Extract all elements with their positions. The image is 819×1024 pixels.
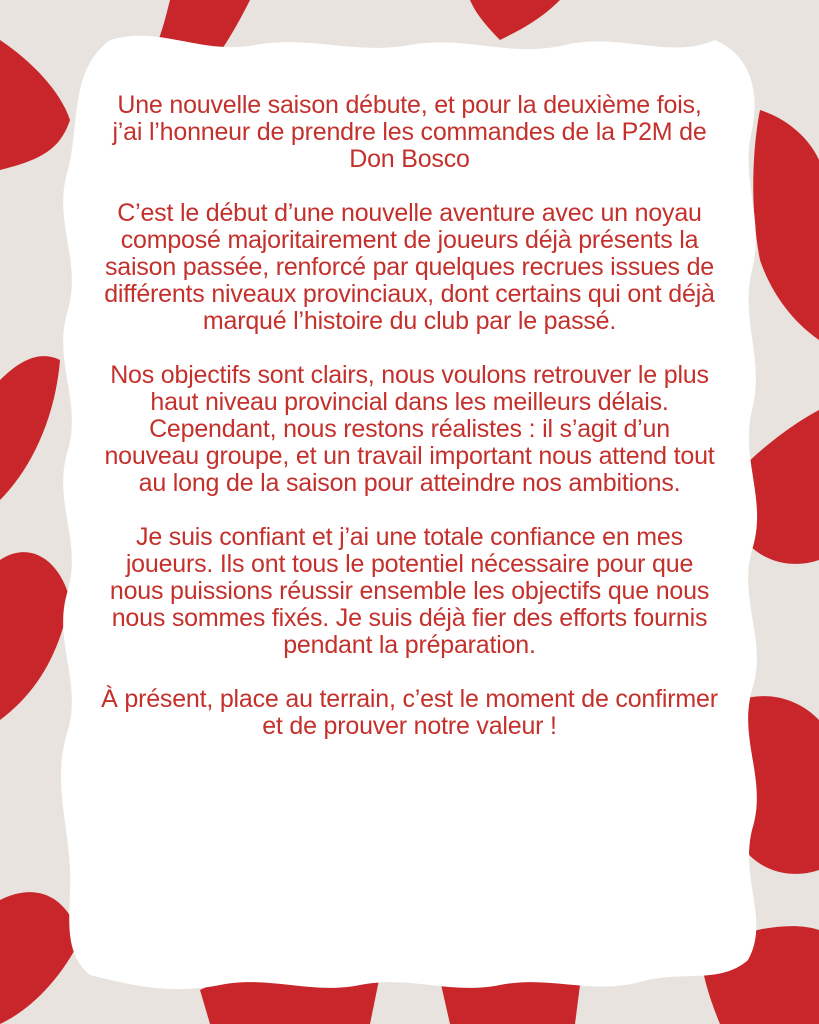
message-body bbox=[100, 92, 719, 767]
paragraph-team: C’est le début d’une nouvelle aventure avec un noyau composé majoritairement de joueurs déjà présents la saison passée, renforcé par quelques recrues issues de différents niveaux provinciaux, dont certains qui ont déjà marqué l’histoire du club par le passé. bbox=[104, 199, 715, 335]
paragraph-objectives: Nos objectifs sont clairs, nous voulons retrouver le plus haut niveau provincial dans les meilleurs délais. Cependant, nous restons réalistes : il s’agit d’un nouveau groupe, et un travail important nous attend tout au long de la saison pour atteindre nos ambitions. bbox=[104, 361, 715, 497]
paragraph-intro: Une nouvelle saison débute, et pour la deuxième fois, j’ai l’honneur de prendre les commandes de la P2M de Don Bosco bbox=[112, 91, 707, 173]
paragraph-closing: À présent, place au terrain, c’est le moment de confirmer et de prouver notre valeur ! bbox=[101, 685, 718, 740]
paragraph-confidence: Je suis confiant et j’ai une totale confiance en mes joueurs. Ils ont tous le potentiel nécessaire pour que nous puissions réussir ensemble les objectifs que nous nous sommes fixés. Je suis déjà fier des efforts fournis pendant la préparation. bbox=[109, 523, 710, 659]
